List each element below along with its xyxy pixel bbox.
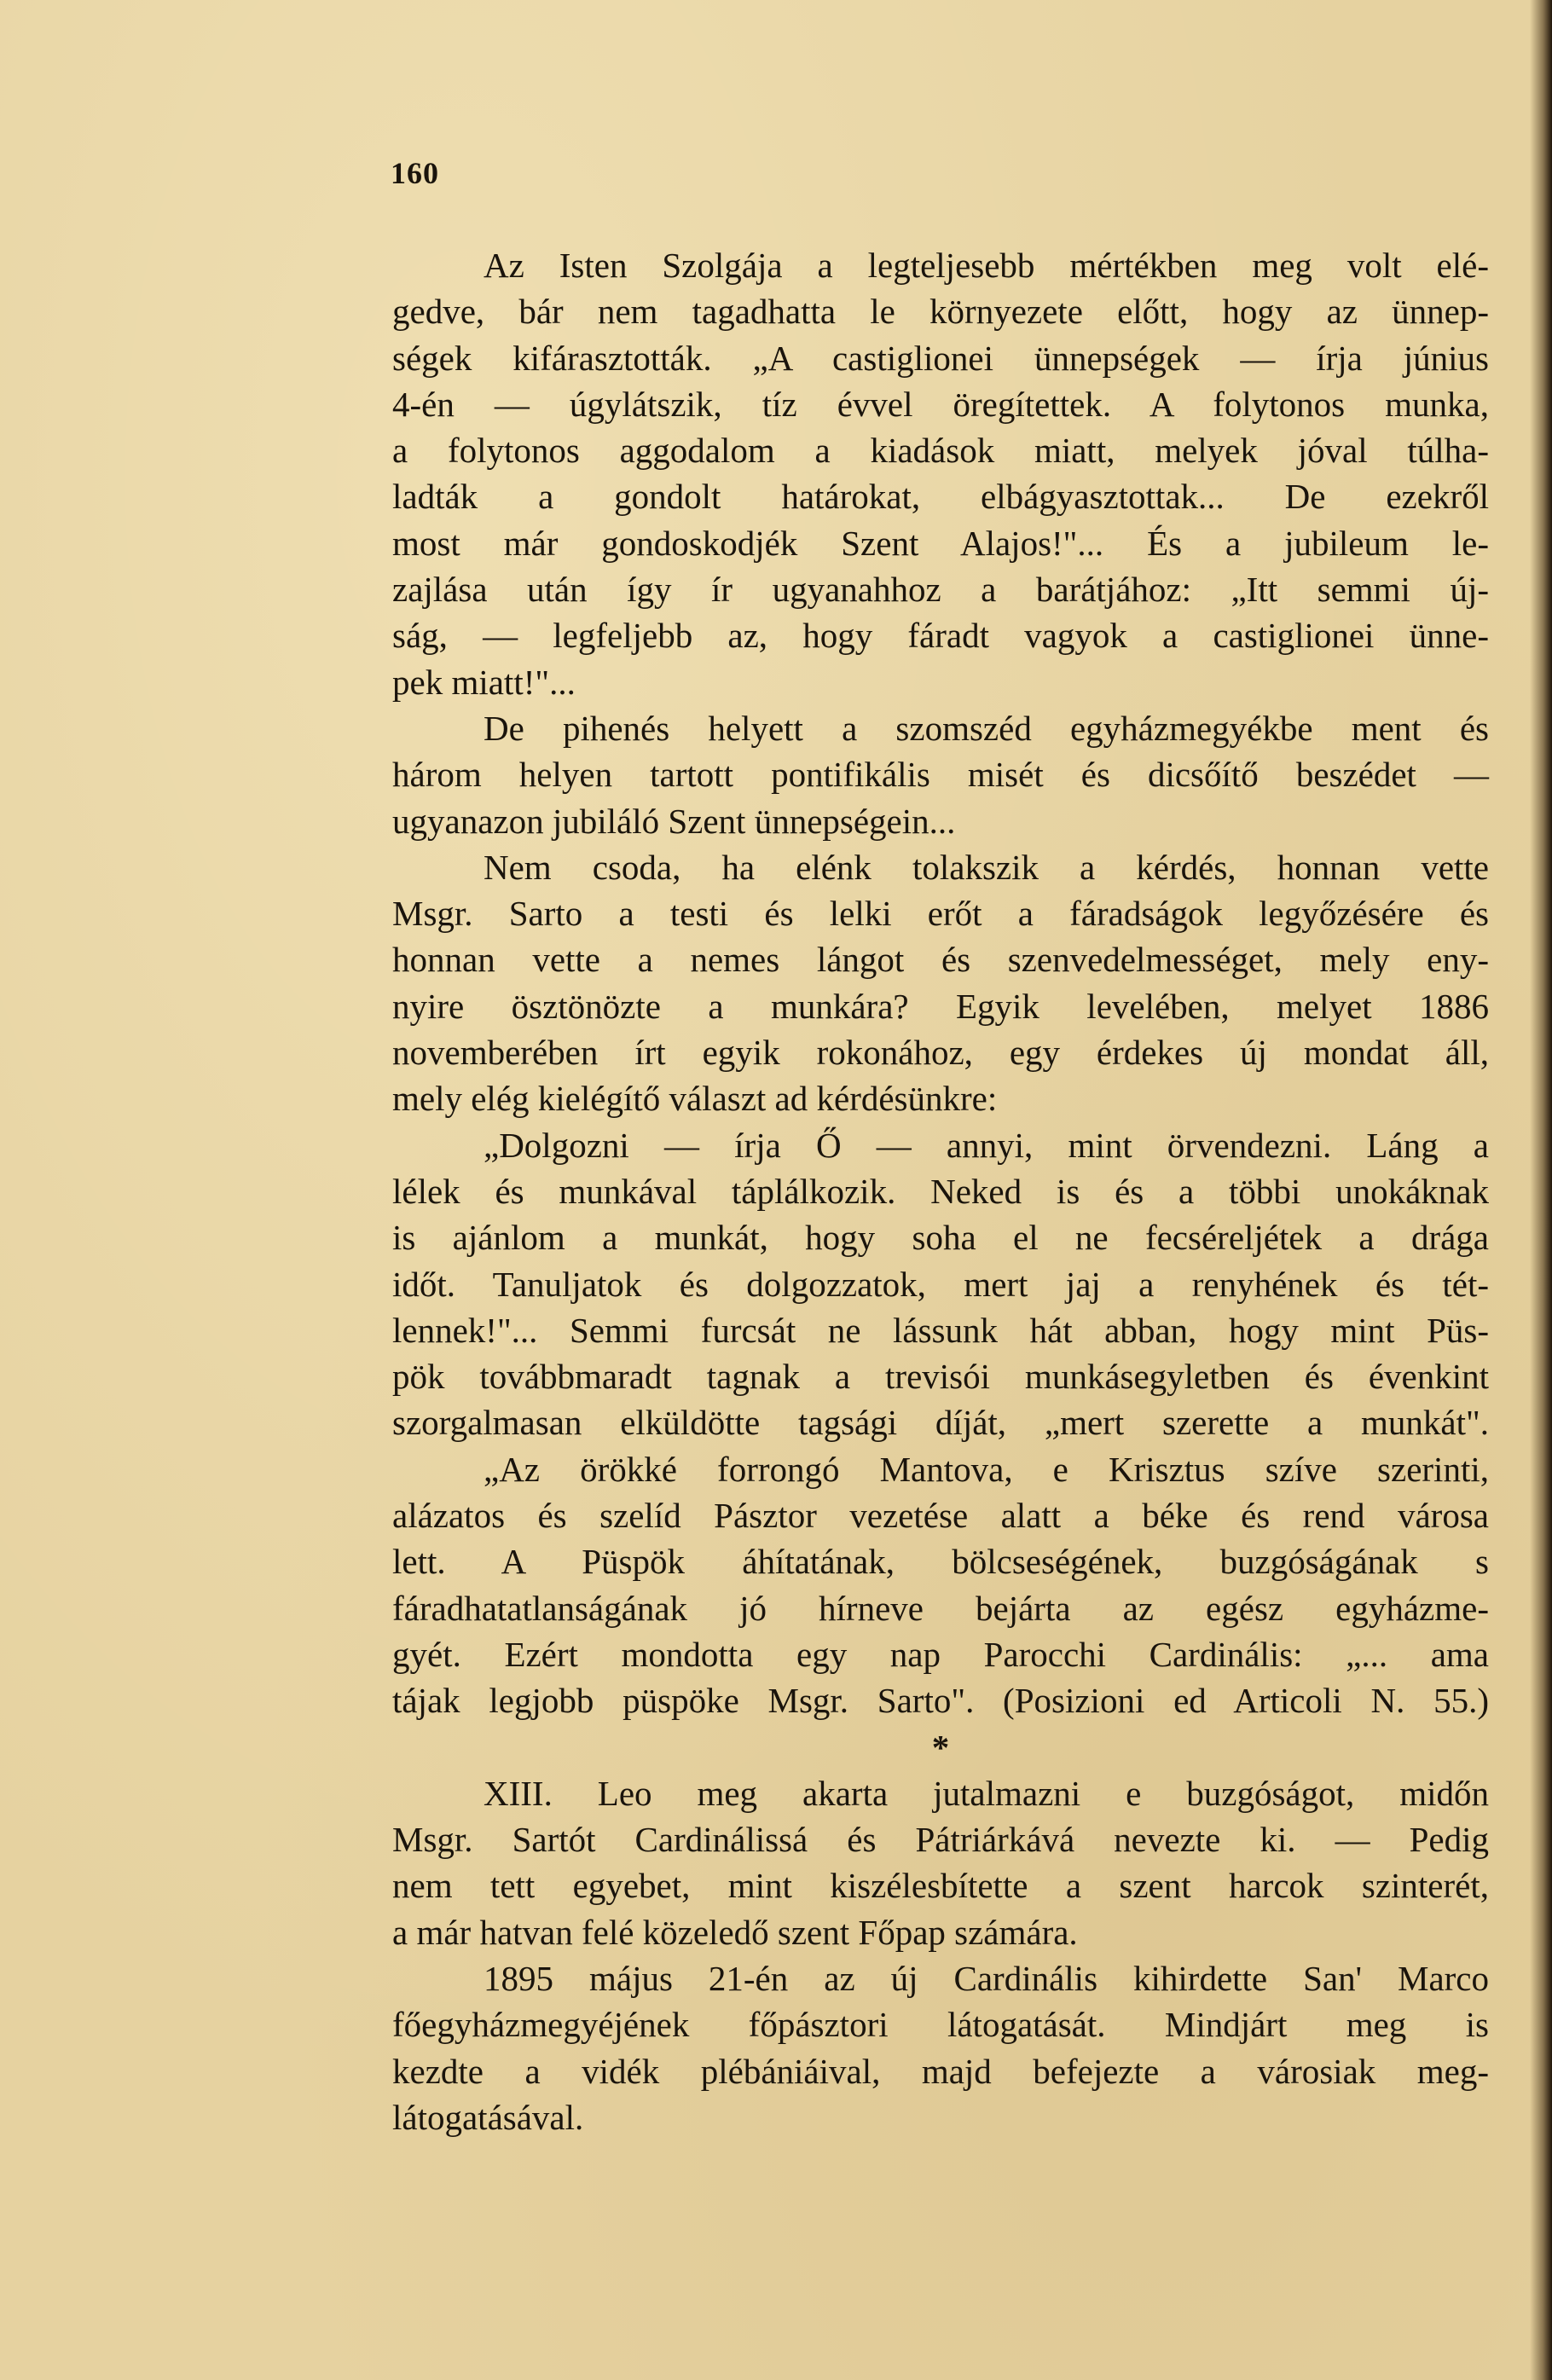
text-line: időt. Tanuljatok és dolgozzatok, mert jaj a renyhének és tét-: [392, 1264, 1489, 1304]
text-line: ladták a gondolt határokat, elbágyasztottak... De ezekről: [392, 477, 1489, 517]
text-line: gedve, bár nem tagadhatta le környezete előtt, hogy az ünnep-: [392, 292, 1489, 332]
text-line: Nem csoda, ha elénk tolakszik a kérdés, honnan vette: [484, 847, 1489, 887]
text-line: pek miatt!"...: [392, 662, 576, 702]
section-separator-asterisk: *: [931, 1727, 950, 1767]
page-edge-shadow: [1530, 0, 1552, 2380]
text-line: a folytonos aggodalom a kiadások miatt, melyek jóval túlha-: [392, 431, 1489, 471]
text-line: gyét. Ezért mondotta egy nap Parocchi Cardinális: „... ama: [392, 1634, 1489, 1674]
text-line: lélek és munkával táplálkozik. Neked is és a többi unokáknak: [392, 1171, 1489, 1211]
text-line: három helyen tartott pontifikális misét és dicsőítő beszédet —: [392, 755, 1489, 795]
text-line: ugyanazon jubiláló Szent ünnepségein...: [392, 801, 956, 841]
text-line: lennek!"... Semmi furcsát ne lássunk hát abban, hogy mint Püs-: [392, 1310, 1489, 1350]
text-line: most már gondoskodjék Szent Alajos!"... És a jubileum le-: [392, 523, 1489, 563]
text-line: ság, — legfeljebb az, hogy fáradt vagyok a castiglionei ünne-: [392, 616, 1489, 656]
text-line: alázatos és szelíd Pásztor vezetése alatt a béke és rend városa: [392, 1496, 1489, 1536]
text-line: Az Isten Szolgája a legteljesebb mértékben meg volt elé-: [484, 246, 1489, 285]
text-line: látogatásával.: [392, 2097, 584, 2137]
page-number: 160: [391, 156, 439, 190]
text-line: is ajánlom a munkát, hogy soha el ne fecséreljétek a drága: [392, 1218, 1489, 1258]
text-line: főegyházmegyéjének főpásztori látogatását. Mindjárt meg is: [392, 2005, 1489, 2045]
text-line: nem tett egyebet, mint kiszélesbítette a szent harcok szinterét,: [392, 1866, 1489, 1906]
text-line: szorgalmasan elküldötte tagsági díját, „mert szerette a munkát".: [392, 1403, 1489, 1443]
text-line: mely elég kielégítő választ ad kérdésünkre:: [392, 1079, 998, 1119]
text-line: pök továbbmaradt tagnak a trevisói munkásegyletben és évenkint: [392, 1357, 1489, 1397]
text-line: zajlása után így ír ugyanahhoz a barátjához: „Itt semmi új-: [392, 570, 1489, 610]
text-line: 1895 május 21-én az új Cardinális kihirdette San' Marco: [484, 1958, 1489, 1998]
text-line: Msgr. Sartót Cardinálissá és Pátriárkává nevezte ki. — Pedig: [392, 1820, 1489, 1860]
text-line: tájak legjobb püspöke Msgr. Sarto". (Posizioni ed Articoli N. 55.): [392, 1681, 1489, 1721]
text-line: nyire ösztönözte a munkára? Egyik levelében, melyet 1886: [392, 986, 1489, 1026]
text-line: „Az örökké forrongó Mantova, e Krisztus szíve szerinti,: [484, 1449, 1489, 1489]
text-line: a már hatvan felé közeledő szent Főpap számára.: [392, 1912, 1078, 1952]
text-line: fáradhatatlanságának jó hírneve bejárta az egész egyházme-: [392, 1588, 1489, 1628]
body-text: [392, 242, 1489, 2140]
text-line: lett. A Püspök áhítatának, bölcseségének, buzgóságának s: [392, 1542, 1489, 1582]
text-line: ségek kifárasztották. „A castiglionei ünnepségek — írja június: [392, 338, 1489, 378]
text-line: novemberében írt egyik rokonához, egy érdekes új mondat áll,: [392, 1033, 1489, 1073]
text-line: kezdte a vidék plébániáival, majd befejezte a városiak meg-: [392, 2051, 1489, 2091]
text-line: honnan vette a nemes lángot és szenvedelmességet, mely eny-: [392, 940, 1489, 980]
text-line: „Dolgozni — írja Ő — annyi, mint örvendezni. Láng a: [484, 1125, 1489, 1165]
text-line: Msgr. Sarto a testi és lelki erőt a fáradságok legyőzésére és: [392, 894, 1489, 934]
text-line: 4-én — úgylátszik, tíz évvel öregítettek. A folytonos munka,: [392, 384, 1489, 424]
text-line: De pihenés helyett a szomszéd egyházmegyékbe ment és: [484, 708, 1489, 748]
text-line: XIII. Leo meg akarta jutalmazni e buzgóságot, midőn: [484, 1773, 1489, 1813]
